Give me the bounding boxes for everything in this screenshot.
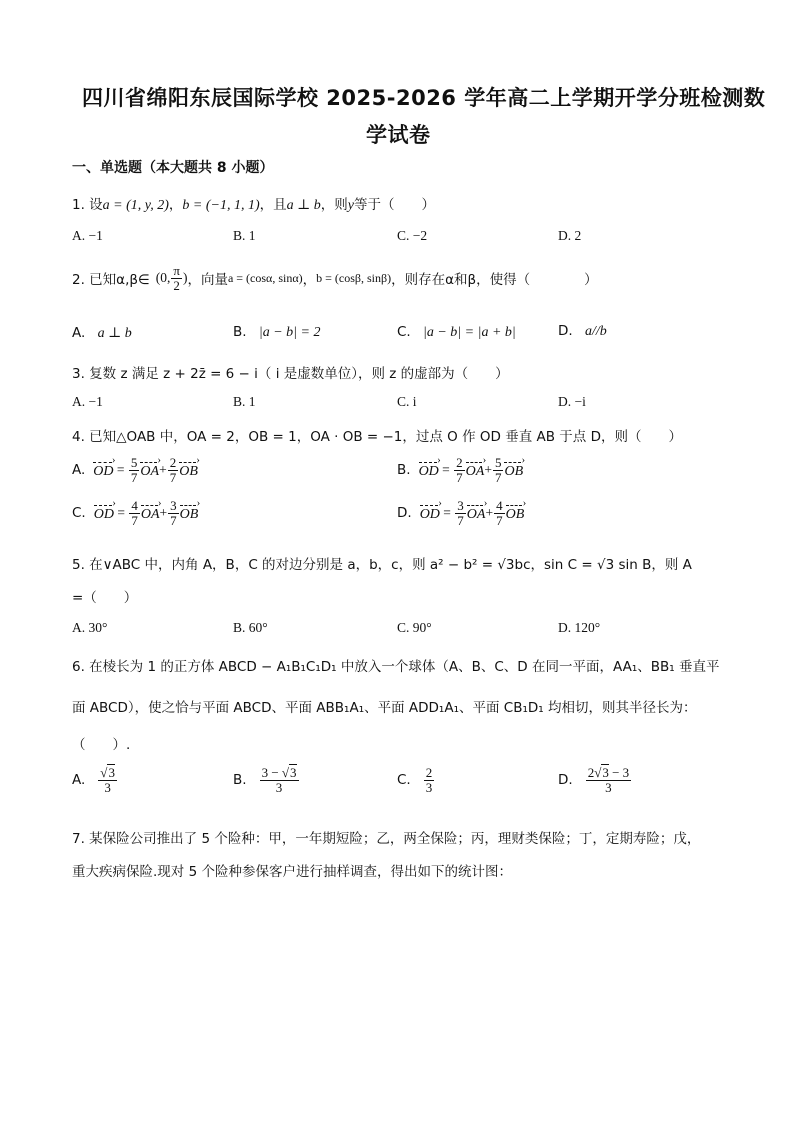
q4-b-c1d: 7 xyxy=(456,469,463,485)
q1-var: y xyxy=(347,198,354,213)
q2-comma: ， xyxy=(302,272,317,289)
q2-vector-b: b = (cosβ, sinβ) xyxy=(316,270,392,285)
q6-option-c xyxy=(397,766,435,794)
q4-option-b-label: B. xyxy=(397,462,411,479)
q2-option-c xyxy=(397,324,516,341)
q1-option-a: A. −1 xyxy=(72,228,103,243)
q4-b-c1n: 2 xyxy=(456,455,463,470)
section-heading: 一、单选题（本大题共 8 小题） xyxy=(72,160,274,176)
q2-option-d-label: D. xyxy=(558,323,573,339)
q6-c-num: 2 xyxy=(425,765,433,780)
question-4: 4. 已知△OAB 中，OA = 2，OB = 1，OA · OB = −1，过点 O 作 OD 垂直 AB 于点 D，则（ ） xyxy=(72,429,682,445)
q6-a-den: 3 xyxy=(104,779,111,795)
q4-option-c: C. OD › = $\frac{4}{7}$ OA › + $\frac{3}{7}$ OB › xyxy=(72,499,198,527)
q4-c-c2n: 3 xyxy=(170,498,177,513)
q6-option-d-label: D. xyxy=(558,772,573,789)
q2-pi-num: π xyxy=(173,263,180,278)
question-7-line1: 7. 某保险公司推出了 5 个险种：甲，一年期短险；乙，两全保险；丙，理财类保险；丁，定期寿险；戊， xyxy=(72,831,701,847)
q4-a-c2n: 2 xyxy=(169,455,177,470)
q4-a-c1d: 7 xyxy=(130,469,138,485)
q4-b-c2n: 5 xyxy=(494,455,502,470)
q4-d-c1d: 7 xyxy=(457,512,464,528)
q6-a-num: 3 xyxy=(108,765,115,780)
q3-option-b: B. 1 xyxy=(233,394,256,409)
q6-option-a-label: A. xyxy=(72,772,86,789)
q2-vector-a: a = (cosα, sinα) xyxy=(227,270,303,285)
q4-option-c-label: C. xyxy=(72,505,86,522)
q1-vector-a: a = (1, y, 2) xyxy=(102,198,169,213)
q4-vec-oa: OA › xyxy=(467,504,486,523)
q1-option-c: C. −2 xyxy=(397,228,428,243)
q1-condition: a ⊥ b xyxy=(286,198,321,213)
page-title-line2: 学试卷 xyxy=(366,123,431,147)
q2-option-b-label: B. xyxy=(233,324,247,340)
q4-option-b: B. OD › = $\frac{2}{7}$ OA › + $\frac{5}{7}$ OB › xyxy=(397,456,523,484)
q4-c-coef1 xyxy=(129,499,140,527)
q1-prefix: 1. 设 xyxy=(72,197,103,213)
q6-b-den: 3 xyxy=(275,779,283,795)
q2-prefix: 2. 已知α,β∈ xyxy=(72,272,150,289)
q4-option-a-label: A. xyxy=(72,462,86,479)
q5-option-c: C. 90° xyxy=(397,620,432,635)
q4-b-c2d: 7 xyxy=(494,469,502,485)
q2-option-b-expr: |a − b| = 2 xyxy=(258,325,321,340)
q5-option-a: A. 30° xyxy=(72,620,108,635)
q2-option-d-expr: a//b xyxy=(584,324,607,339)
q4-vec-ob: OB › xyxy=(504,461,523,480)
question-6-line3: （ ）. xyxy=(72,737,131,753)
q6-d-num-post: − 3 xyxy=(608,765,630,780)
q4-d-c2d: 7 xyxy=(496,512,503,528)
q2-interval-left: (0, xyxy=(155,270,171,286)
q6-option-c-label: C. xyxy=(397,772,411,789)
q2-option-d xyxy=(558,323,607,340)
q6-b-fraction: 3 − √3 3 xyxy=(261,765,297,795)
q4-a-c1n: 5 xyxy=(130,455,138,470)
q6-c-fraction xyxy=(424,766,435,794)
q6-d-fraction: 2√3 − 3 3 xyxy=(587,765,630,795)
question-2 xyxy=(72,264,598,292)
page-title-line1: 四川省绵阳东辰国际学校 2025-2026 学年高二上学期开学分班检测数 xyxy=(82,86,766,110)
q4-b-coef2 xyxy=(493,456,504,484)
question-5-line1: 5. 在∨ABC 中，内角 A，B，C 的对边分别是 a，b，c，则 a² − b² = √3bc，sin C = √3 sin B，则 A xyxy=(72,557,692,573)
q6-option-a xyxy=(72,766,118,794)
q4-vec-ob: OB › xyxy=(506,504,525,523)
q2-pi-den: 2 xyxy=(173,277,180,293)
q6-option-d xyxy=(558,766,632,794)
q4-vec-oa: OA › xyxy=(141,504,160,523)
q4-vec-oa: OA › xyxy=(140,461,159,480)
q6-d-num-rad: 3 xyxy=(602,765,609,780)
question-5-line2: =（ ） xyxy=(72,590,138,606)
q2-mid: ，向量 xyxy=(187,272,228,289)
q4-c-c1n: 4 xyxy=(131,498,138,513)
q6-b-num-pre: 3 − xyxy=(261,765,282,780)
q1-option-b: B. 1 xyxy=(233,228,256,243)
q6-d-den: 3 xyxy=(605,779,612,795)
q1-comma: ， xyxy=(168,197,183,213)
q6-d-num-pre: 2 xyxy=(587,765,595,780)
q4-d-c2n: 4 xyxy=(496,498,503,513)
q2-option-c-label: C. xyxy=(397,324,411,340)
q6-option-b xyxy=(233,766,300,794)
q6-option-b-label: B. xyxy=(233,772,247,789)
q4-option-a: A. OD › = $\frac{5}{7}$ OA › + $\frac{2}{7}$ OB › xyxy=(72,456,198,484)
question-7-line2: 重大疾病保险.现对 5 个险种参保客户进行抽样调查，得出如下的统计图： xyxy=(72,864,512,880)
q1-option-d: D. 2 xyxy=(558,228,582,243)
q4-d-c1n: 3 xyxy=(457,498,464,513)
q4-vec-od: OD › xyxy=(94,504,114,523)
q4-option-d-label: D. xyxy=(397,505,412,522)
q4-c-c2d: 7 xyxy=(170,512,177,528)
q2-option-a-expr: a ⊥ b xyxy=(97,326,132,341)
q4-a-c2d: 7 xyxy=(169,469,177,485)
q4-c-coef2 xyxy=(168,499,179,527)
q3-option-d: D. −i xyxy=(558,394,586,409)
q3-option-a: A. −1 xyxy=(72,394,103,409)
q4-a-coef2 xyxy=(168,456,179,484)
q2-interval-right: ) xyxy=(182,270,188,286)
q2-option-b xyxy=(233,324,320,341)
q2-option-a-label: A. xyxy=(72,325,86,341)
q4-vec-oa: OA › xyxy=(466,461,485,480)
q2-ask: ，则存在α和β，使得（ ） xyxy=(391,272,598,289)
q4-vec-od: OD › xyxy=(93,461,113,480)
question-3: 3. 复数 z 满足 z + 2z̄ = 6 − i（ i 是虚数单位），则 z 的虚部为（ ） xyxy=(72,366,509,382)
q1-then: ，则 xyxy=(320,197,348,213)
q5-option-b: B. 60° xyxy=(233,620,268,635)
q4-option-d: D. OD › = $\frac{3}{7}$ OA › + $\frac{4}{7}$ OB › xyxy=(397,499,524,527)
q2-pi-fraction xyxy=(171,264,182,292)
q6-c-den: 3 xyxy=(425,779,433,795)
q4-vec-od: OD › xyxy=(419,461,439,480)
q4-vec-od: OD › xyxy=(420,504,440,523)
q4-c-c1d: 7 xyxy=(131,512,138,528)
q4-b-coef1 xyxy=(454,456,465,484)
question-1 xyxy=(72,193,435,214)
q4-vec-ob: OB › xyxy=(179,461,198,480)
q3-option-c: C. i xyxy=(397,394,417,409)
q1-cond-pre: ，且 xyxy=(259,197,287,213)
q4-a-coef1 xyxy=(129,456,140,484)
q4-d-coef1 xyxy=(455,499,466,527)
q1-ask: 等于（ ） xyxy=(354,197,435,213)
q4-d-coef2 xyxy=(494,499,505,527)
q2-option-c-expr: |a − b| = |a + b| xyxy=(423,325,516,340)
question-6-line1: 6. 在棱长为 1 的正方体 ABCD − A₁B₁C₁D₁ 中放入一个球体（A、B、C、D 在同一平面，AA₁、BB₁ 垂直平 xyxy=(72,659,720,675)
q1-vector-b: b = (−1, 1, 1) xyxy=(182,198,260,213)
q5-option-d: D. 120° xyxy=(558,620,601,635)
question-6-line2: 面 ABCD），使之恰与平面 ABCD、平面 ABB₁A₁、平面 ADD₁A₁、平面 CB₁D₁ 均相切，则其半径长为： xyxy=(72,700,697,716)
q6-b-num-rad: 3 xyxy=(290,765,297,780)
q4-vec-ob: OB › xyxy=(180,504,199,523)
q6-a-fraction: √3 3 xyxy=(100,765,115,795)
q2-option-a xyxy=(72,325,132,342)
